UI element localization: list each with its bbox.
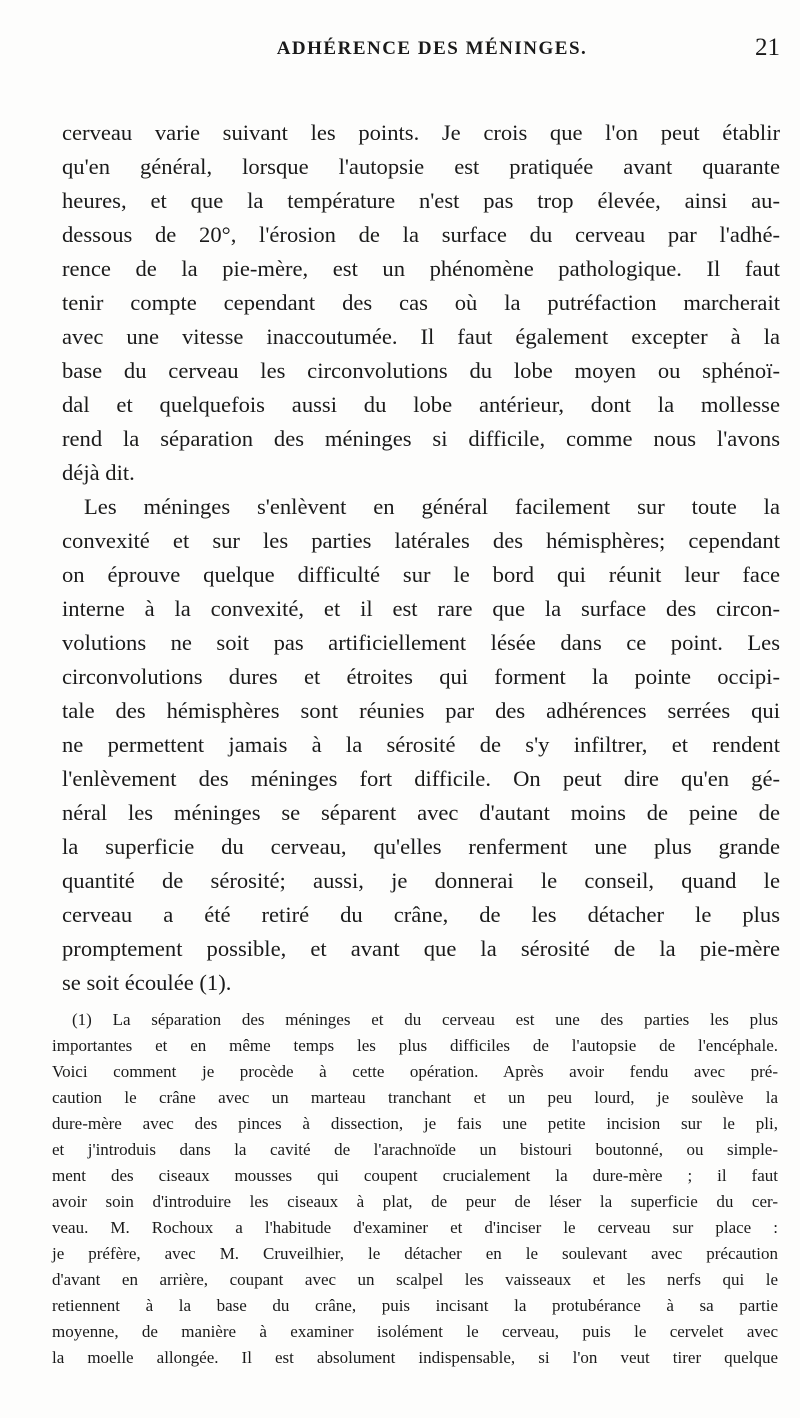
text-line: ne permettent jamais à la sérosité de s'y infiltrer, et rendent — [62, 732, 780, 757]
page-number: 21 — [755, 34, 780, 61]
text-line: dessous de 20°, l'érosion de la surface du cerveau par l'adhé- — [62, 222, 780, 247]
footnote-line: je préfère, avec M. Cruveilhier, le détacher en le soulevant avec précaution — [52, 1244, 778, 1263]
footnote — [52, 1007, 778, 1371]
running-title: ADHÉRENCE DES MÉNINGES. — [276, 38, 588, 59]
text-line: avec une vitesse inaccoutumée. Il faut également excepter à la — [62, 324, 780, 349]
footnote-line: (1) La séparation des méninges et du cerveau est une des parties les plus — [72, 1010, 778, 1029]
text-line: la superficie du cerveau, qu'elles renferment une plus grande — [62, 834, 780, 859]
text-line: tale des hémisphères sont réunies par des adhérences serrées qui — [62, 698, 780, 723]
footnote-line: importantes et en même temps les plus difficiles de l'autopsie de l'encéphale. — [52, 1036, 778, 1055]
text-line: base du cerveau les circonvolutions du lobe moyen ou sphénoï- — [62, 358, 780, 383]
text-line: circonvolutions dures et étroites qui forment la pointe occipi- — [62, 664, 780, 689]
text-line: tenir compte cependant des cas où la putréfaction marcherait — [62, 290, 780, 315]
footnote-line: et j'introduis dans la cavité de l'arachnoïde un bistouri boutonné, ou simple- — [52, 1140, 778, 1159]
main-text — [62, 116, 780, 1000]
footnote-line: avoir soin d'introduire les ciseaux à plat, de peur de léser la superficie du cer- — [52, 1192, 778, 1211]
text-line: heures, et que la température n'est pas trop élevée, ainsi au- — [62, 188, 780, 213]
text-line: convexité et sur les parties latérales des hémisphères; cependant — [62, 528, 780, 553]
text-line: on éprouve quelque difficulté sur le bord qui réunit leur face — [62, 562, 780, 587]
text-line: dal et quelquefois aussi du lobe antérieur, dont la mollesse — [62, 392, 780, 417]
text-line: rend la séparation des méninges si difficile, comme nous l'avons — [62, 426, 780, 451]
footnote-line: la moelle allongée. Il est absolument indispensable, si l'on veut tirer quelque — [52, 1348, 778, 1367]
text-line: cerveau varie suivant les points. Je crois que l'on peut établir — [62, 120, 780, 145]
footnote-line: dure-mère avec des pinces à dissection, je fais une petite incision sur le pli, — [52, 1114, 778, 1133]
text-line: Les méninges s'enlèvent en général facilement sur toute la — [84, 494, 780, 519]
text-line: néral les méninges se séparent avec d'autant moins de peine de — [62, 800, 780, 825]
footnote-line: moyenne, de manière à examiner isolément le cerveau, puis le cervelet avec — [52, 1322, 778, 1341]
footnote-line: ment des ciseaux mousses qui coupent crucialement la dure-mère ; il faut — [52, 1166, 778, 1185]
footnote-line: Voici comment je procède à cette opération. Après avoir fendu avec pré- — [52, 1062, 778, 1081]
text-line: qu'en général, lorsque l'autopsie est pratiquée avant quarante — [62, 154, 780, 179]
text-line: rence de la pie-mère, est un phénomène pathologique. Il faut — [62, 256, 780, 281]
footnote-line: caution le crâne avec un marteau tranchant et un peu lourd, je soulève la — [52, 1088, 778, 1107]
text-line: cerveau a été retiré du crâne, de les détacher le plus — [62, 902, 780, 927]
text-line: déjà dit. — [62, 460, 135, 485]
running-head — [62, 34, 780, 68]
text-line: se soit écoulée (1). — [62, 970, 232, 995]
text-line: volutions ne soit pas artificiellement lésée dans ce point. Les — [62, 630, 780, 655]
text-line: l'enlèvement des méninges fort difficile. On peut dire qu'en gé- — [62, 766, 780, 791]
footnote-line: d'avant en arrière, coupant avec un scalpel les vaisseaux et les nerfs qui le — [52, 1270, 778, 1289]
text-line: interne à la convexité, et il est rare que la surface des circon- — [62, 596, 780, 621]
text-line: quantité de sérosité; aussi, je donnerai le conseil, quand le — [62, 868, 780, 893]
footnote-line: retiennent à la base du crâne, puis incisant la protubérance à sa partie — [52, 1296, 778, 1315]
text-line: promptement possible, et avant que la sérosité de la pie-mère — [62, 936, 780, 961]
footnote-line: veau. M. Rochoux a l'habitude d'examiner et d'inciser le cerveau sur place : — [52, 1218, 778, 1237]
